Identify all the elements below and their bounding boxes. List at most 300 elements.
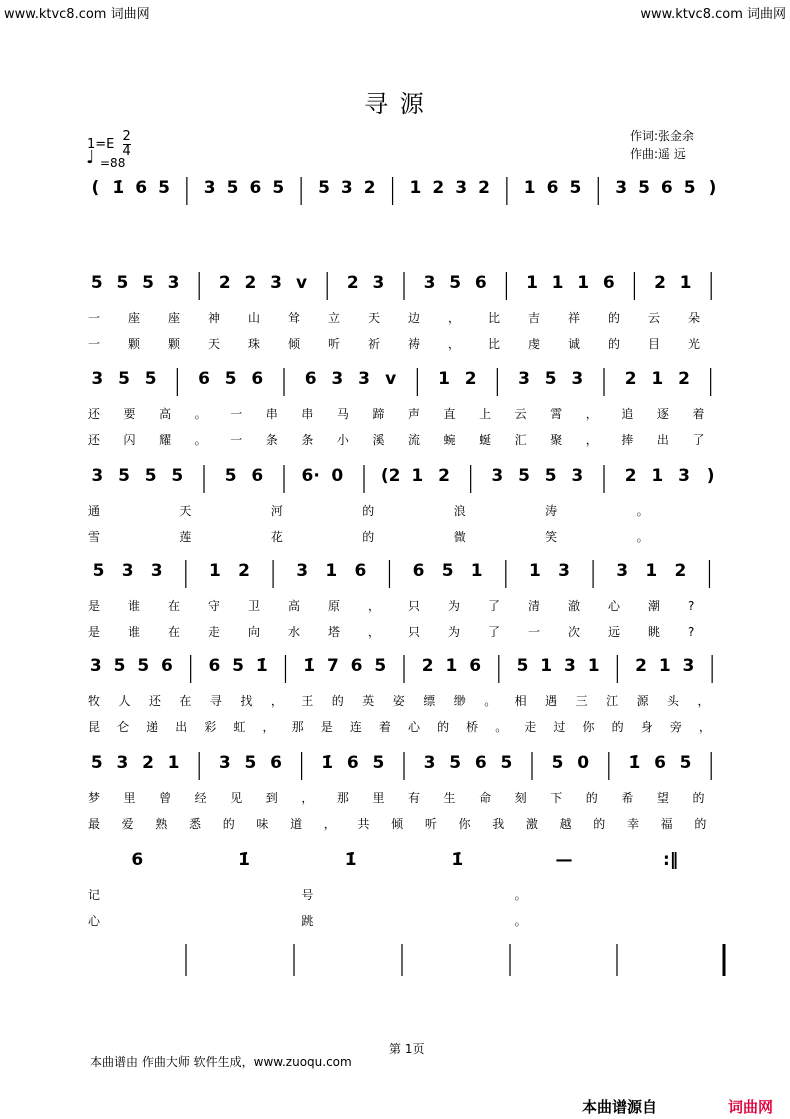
lyric-char: 清 [528, 599, 541, 613]
note-token: 6 [346, 753, 359, 773]
note-token: 3 [616, 561, 629, 581]
note-token: 6· [301, 466, 320, 486]
lyric-char: 的 [692, 791, 705, 805]
lyric-char: 倾 [288, 337, 301, 351]
lyric-char: 的 [593, 817, 606, 831]
note-token: 3 [423, 753, 436, 773]
lyric-char: 连 [349, 720, 362, 734]
lyric-char: 次 [568, 625, 581, 639]
lyric-char: 一 [88, 337, 101, 351]
note-token: 0 [331, 466, 344, 486]
lyric-char: 逐 [656, 407, 669, 421]
note-token: 3 [571, 466, 584, 486]
lyric-char: ， [262, 720, 275, 734]
note-token: 5 [137, 656, 150, 676]
lyric-char: 串 [301, 407, 314, 421]
lyric-char: 守 [208, 599, 221, 613]
note-token: 1 [445, 656, 458, 676]
note-token: 2 [432, 178, 445, 198]
note-token: 5 [518, 466, 530, 486]
note-token: 2 [238, 561, 250, 581]
note-token: 5 [372, 753, 385, 773]
note-token: 2 [624, 466, 637, 486]
note-token: 3 [564, 656, 576, 676]
lyric-char: 。 [194, 407, 207, 421]
lyric-char: 比 [488, 337, 501, 351]
lyric-char: 蜿 [443, 433, 456, 447]
lyric-char: 江 [606, 694, 619, 708]
lyric-char: 头 [667, 694, 680, 708]
note-token: 1 [411, 466, 424, 486]
lyric-char: 。 [514, 888, 527, 902]
note-token: 7 [326, 656, 339, 676]
note-token: 5 [144, 369, 157, 389]
lyric-char: 是 [320, 720, 333, 734]
lyric-char: 高 [288, 599, 301, 613]
note-token: ) [708, 178, 717, 198]
lyric-char: 闪 [123, 433, 136, 447]
note-token: 1 [577, 273, 590, 293]
lyric-char: 听 [328, 337, 341, 351]
note-token: 3 [372, 273, 385, 293]
lyric-char: 人 [118, 694, 131, 708]
note-token: 2 [421, 656, 434, 676]
lyric-char: 祥 [568, 311, 581, 325]
lyric-char: ， [301, 791, 314, 805]
lyric-char: 你 [582, 720, 595, 734]
note-token: 5 [244, 753, 257, 773]
note-token: 6 [350, 656, 363, 676]
note-token: 6 [251, 466, 264, 486]
note-token: 3 [89, 656, 102, 676]
note-token: 6 [469, 656, 482, 676]
lyric-char: 出 [656, 433, 669, 447]
lyric-char: 姿 [392, 694, 405, 708]
bottom-brand: 本曲谱源自 [582, 1098, 658, 1116]
lyric-char: 那 [336, 791, 349, 805]
lyric-char: 希 [621, 791, 634, 805]
note-token: 6 [412, 561, 425, 581]
lyric-char: 下 [550, 791, 563, 805]
lyric-char: 河 [270, 504, 283, 518]
lyric-char: 了 [692, 433, 705, 447]
lyric-char: 着 [378, 720, 391, 734]
lyric-char: 一 [230, 433, 243, 447]
lyric-char: 幸 [626, 817, 639, 831]
lyric-char: 澈 [568, 599, 581, 613]
note-token: 6 [270, 753, 282, 773]
lyric-char: 是 [88, 625, 101, 639]
note-token: 1 [679, 273, 692, 293]
watermark-left: www.ktvc8.com 词曲网 [4, 7, 150, 22]
lyric-char: 我 [492, 817, 505, 831]
lyric-char: 一 [230, 407, 243, 421]
lyric-char: 高 [159, 407, 172, 421]
lyric-char: 味 [256, 817, 269, 831]
lyric-char: 找 [240, 694, 253, 708]
note-token: 6 [474, 273, 487, 293]
lyric-char: 望 [656, 791, 669, 805]
note-token: 1 [208, 561, 221, 581]
note-token: 5 [318, 178, 330, 198]
lyric-char: 命 [479, 791, 492, 805]
lyric-char: 爱 [121, 817, 134, 831]
note-token: 3 [91, 466, 104, 486]
lyric-char: 朵 [688, 311, 701, 325]
lyric-char: 追 [621, 407, 634, 421]
lyric-char: 的 [611, 720, 624, 734]
note-token: 3 [615, 178, 628, 198]
lyric-char: 天 [208, 337, 221, 351]
lyric-char: 虹 [233, 720, 246, 734]
lyric-char: 上 [479, 407, 492, 421]
note-token: 5 [679, 753, 692, 773]
note-token: 2 [346, 273, 359, 293]
lyric-char: 一 [88, 311, 101, 325]
lyric-char: 的 [362, 504, 375, 518]
note-token: 2 [218, 273, 231, 293]
note-token: 0 [577, 753, 590, 773]
lyric-char: 递 [146, 720, 159, 734]
note-token: 3 [121, 561, 134, 581]
lyric-char: 通 [88, 504, 101, 518]
note-token: 6 [135, 178, 148, 198]
note-token: 3 [571, 369, 584, 389]
lyric-char: 见 [230, 791, 243, 805]
note-token: (2 [380, 466, 401, 486]
note-token: 1 [438, 369, 450, 389]
note-token: 1̇ [451, 850, 464, 870]
lyric-char: 聚 [550, 433, 563, 447]
lyric-char: 的 [362, 530, 375, 544]
lyric-char: 的 [694, 817, 707, 831]
lyric-char: 英 [362, 694, 375, 708]
note-token: 5 [374, 656, 387, 676]
note-token: 6 [354, 561, 367, 581]
lyric-char: 卫 [248, 599, 261, 613]
note-token: 1 [528, 561, 541, 581]
lyric-char: 源 [636, 694, 649, 708]
note-token: 3 [423, 273, 436, 293]
lyric-char: ? [688, 625, 695, 639]
lyric-char: 珠 [248, 337, 261, 351]
lyric-char: 的 [608, 311, 621, 325]
lyric-char: 溪 [372, 433, 385, 447]
lyric-char: 出 [175, 720, 188, 734]
note-token: 3 [150, 561, 163, 581]
note-token: 6 [198, 369, 210, 389]
note-token: 6 [249, 178, 262, 198]
lyric-char: 雪 [88, 530, 101, 544]
lyric-char: 蹄 [372, 407, 385, 421]
note-token: 1 [651, 466, 664, 486]
lyric-char: 边 [408, 311, 421, 325]
lyric-char: 为 [448, 599, 461, 613]
lyric-char: 诚 [568, 337, 581, 351]
note-token: 3 [167, 273, 180, 293]
lyric-char: 福 [660, 817, 673, 831]
lyric-char: 相 [514, 694, 527, 708]
lyric-char: 心 [608, 599, 621, 613]
note-token: 1 [551, 273, 564, 293]
lyric-char: ? [688, 599, 695, 613]
note-token: 1 [587, 656, 600, 676]
lyric-char: 走 [208, 625, 221, 639]
note-token: 3 [340, 178, 353, 198]
note-token: 6 [602, 273, 615, 293]
lyric-char: 心 [88, 914, 101, 928]
lyric-char: 的 [222, 817, 235, 831]
lyric-char: 云 [514, 407, 527, 421]
lyric-char: 条 [301, 433, 314, 447]
lyric-char: 生 [443, 791, 456, 805]
note-token: 5 [551, 753, 564, 773]
song-title: 寻 源 [364, 90, 426, 118]
note-token: 5 [569, 178, 582, 198]
lyric-char: 云 [648, 311, 661, 325]
lyric-char: 缈 [453, 694, 466, 708]
lyric-char: 马 [336, 407, 349, 421]
note-token: 6 [208, 656, 221, 676]
lyric-char: 。 [484, 694, 497, 708]
lyric-char: 激 [525, 817, 538, 831]
footer-note: 本曲谱由 作曲大师 软件生成，www.zuoqu.com [90, 1055, 352, 1069]
note-token: 5 [226, 178, 239, 198]
note-token: 1̇ [255, 656, 268, 676]
note-token: 3 [270, 273, 282, 293]
time-denominator: 4 [122, 144, 131, 159]
note-token: 5 [232, 656, 244, 676]
lyric-char: ， [448, 337, 461, 351]
note-token: 5 [544, 466, 557, 486]
lyric-char: 那 [291, 720, 304, 734]
lyric-char: 身 [640, 720, 653, 734]
lyric-char: 只 [408, 599, 421, 613]
lyric-char: 曾 [159, 791, 172, 805]
lyric-char: 原 [328, 599, 341, 613]
lyric-char: ， [697, 694, 710, 708]
lyric-char: 你 [458, 817, 471, 831]
lyric-char: 昆 [88, 720, 101, 734]
lyric-char: 里 [123, 791, 136, 805]
page-number: 第 1页 [389, 1042, 425, 1056]
lyric-char: 的 [437, 720, 450, 734]
lyric-char: 颗 [128, 337, 141, 351]
note-token: 3 [331, 369, 344, 389]
note-token: 5 [516, 656, 529, 676]
note-token: 5 [90, 273, 103, 293]
note-token: :‖ [663, 850, 679, 870]
lyric-char: ， [585, 433, 598, 447]
lyric-char: 在 [179, 694, 192, 708]
lyric-char: 了 [488, 625, 501, 639]
note-token: 6 [251, 369, 264, 389]
note-token: — [555, 850, 573, 870]
lyric-char: 虔 [528, 337, 541, 351]
lyric-char: 牧 [88, 694, 101, 708]
lyric-char: 彩 [204, 720, 217, 734]
note-token: 5 [449, 273, 462, 293]
lyric-char: 仑 [117, 720, 130, 734]
lyric-char: 。 [514, 914, 527, 928]
note-token: 5 [113, 656, 126, 676]
note-token: 5 [449, 753, 462, 773]
lyric-char: 条 [265, 433, 278, 447]
note-token: 2 [624, 369, 637, 389]
note-token: 2 [244, 273, 257, 293]
note-token: 2 [654, 273, 666, 293]
lyric-char: ， [368, 599, 381, 613]
lyric-char: 声 [408, 407, 421, 421]
lyric-char: 谁 [128, 599, 141, 613]
lyric-char: 吉 [528, 311, 541, 325]
lyric-char: 一 [528, 625, 541, 639]
lyric-char: ， [698, 720, 711, 734]
note-token: 5 [118, 369, 130, 389]
note-token: 1̇ [238, 850, 250, 870]
note-token: ( [91, 178, 100, 198]
lyric-char: 在 [168, 625, 181, 639]
lyric-char: 号 [301, 888, 314, 902]
lyric-char: 天 [179, 504, 192, 518]
lyric-char: 。 [636, 530, 649, 544]
note-token: 5 [90, 753, 103, 773]
note-token: 5 [142, 273, 154, 293]
lyric-char: 熟 [155, 817, 168, 831]
note-token: 1̇ [303, 656, 316, 676]
lyric-char: 。 [194, 433, 207, 447]
note-token: 5 [500, 753, 513, 773]
note-token: 2 [464, 369, 477, 389]
note-token: 6 [546, 178, 559, 198]
lyric-char: 座 [168, 311, 181, 325]
lyric-char: 了 [488, 599, 501, 613]
note-token: v [296, 273, 308, 293]
lyric-char: 到 [265, 791, 278, 805]
lyric-char: 为 [448, 625, 461, 639]
lyric-char: 耸 [288, 311, 301, 325]
lyric-char: 捧 [621, 433, 634, 447]
lyric-char: 要 [123, 407, 136, 421]
note-token: 3 [518, 369, 530, 389]
note-token: 5 [272, 178, 285, 198]
note-token: 5 [144, 466, 157, 486]
note-token: 1 [523, 178, 536, 198]
lyric-char: 遇 [545, 694, 558, 708]
note-token: 3 [455, 178, 468, 198]
note-token: 1 [409, 178, 422, 198]
lyric-char: ， [368, 625, 381, 639]
note-token: 1 [645, 561, 658, 581]
lyric-char: 道 [290, 817, 303, 831]
lyric-char: 记 [88, 888, 101, 902]
note-token: 1 [167, 753, 180, 773]
note-token: 1 [325, 561, 338, 581]
lyric-char: 悉 [189, 817, 202, 831]
lyric-char: 心 [408, 720, 421, 734]
lyric-char: 还 [148, 694, 161, 708]
lyric-char: 寻 [209, 694, 222, 708]
note-token: 5 [544, 369, 557, 389]
lyric-char: 耀 [159, 433, 172, 447]
note-token: 1 [470, 561, 483, 581]
lyric-char: 颗 [168, 337, 181, 351]
lyric-char: 的 [585, 791, 598, 805]
lyric-char: 微 [453, 530, 466, 544]
note-token: 5 [116, 273, 129, 293]
note-token: 5 [683, 178, 696, 198]
note-token: 5 [441, 561, 454, 581]
lyric-char: 还 [88, 433, 101, 447]
lyric-char: 过 [553, 720, 566, 734]
lyric-char: 有 [408, 791, 421, 805]
note-token: 6 [161, 656, 173, 676]
lyric-char: 还 [88, 407, 101, 421]
note-token: 3 [358, 369, 370, 389]
lyricist-credit: 作词:张金余 [630, 129, 695, 143]
lyric-char: 光 [688, 337, 701, 351]
note-token: 2 [678, 369, 690, 389]
lyric-char: 的 [608, 337, 621, 351]
lyric-char: 串 [265, 407, 278, 421]
lyric-char: 祈 [368, 337, 381, 351]
lyric-char: 旁 [669, 720, 682, 734]
note-token: 3 [678, 466, 690, 486]
lyric-char: 天 [368, 311, 381, 325]
lyric-char: 蜒 [479, 433, 492, 447]
note-token: 1̇ [344, 850, 357, 870]
lyric-char: 立 [328, 311, 341, 325]
note-token: 5 [638, 178, 650, 198]
note-token: 2 [478, 178, 490, 198]
note-token: 2 [674, 561, 687, 581]
note-token: 3 [682, 656, 695, 676]
note-token: ) [706, 466, 715, 486]
lyric-char: 梦 [88, 791, 101, 805]
note-token: 1 [526, 273, 538, 293]
lyric-char: 水 [288, 625, 301, 639]
lyric-char: 塔 [328, 625, 341, 639]
lyric-char: 向 [248, 625, 261, 639]
lyric-char: 目 [648, 337, 661, 351]
note-token: 1 [540, 656, 553, 676]
lyric-char: 小 [336, 433, 349, 447]
lyric-char: 走 [524, 720, 537, 734]
lyric-char: 在 [168, 599, 181, 613]
lyric-char: 最 [88, 817, 101, 831]
lyric-char: 刻 [514, 791, 527, 805]
note-token: 5 [118, 466, 130, 486]
note-token: 3 [296, 561, 309, 581]
lyric-char: 王 [301, 694, 314, 708]
note-token: 3 [116, 753, 129, 773]
lyric-char: 汇 [514, 433, 527, 447]
lyric-char: ， [448, 311, 461, 325]
lyric-char: 莲 [179, 530, 192, 544]
lyric-char: 听 [424, 817, 437, 831]
note-token: v [385, 369, 397, 389]
lyric-char: 谁 [128, 625, 141, 639]
lyric-char: 山 [248, 311, 261, 325]
lyric-char: 座 [128, 311, 141, 325]
note-token: 5 [224, 369, 237, 389]
lyric-char: 流 [408, 433, 421, 447]
lyric-char: 笑 [545, 530, 558, 544]
lyric-char: 祷 [408, 337, 421, 351]
lyric-char: 直 [443, 407, 456, 421]
lyric-char: 经 [194, 791, 207, 805]
note-token: 6 [654, 753, 666, 773]
